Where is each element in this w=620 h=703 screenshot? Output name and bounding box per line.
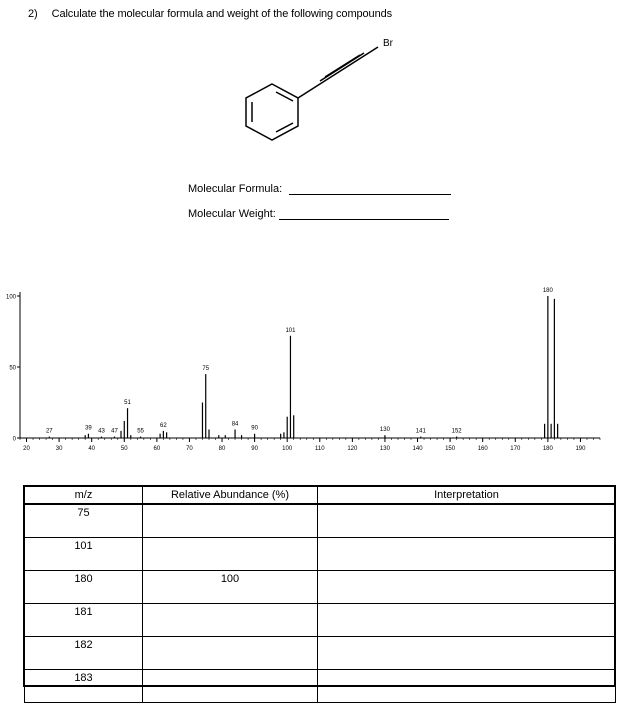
peak-label: 152 (451, 428, 462, 435)
cell-abundance[interactable] (143, 637, 318, 670)
col-header-interpretation: Interpretation (318, 487, 616, 505)
x-tick-label: 140 (412, 446, 423, 452)
peak-label: 47 (111, 428, 118, 435)
x-tick-label: 30 (55, 446, 63, 452)
peak-label: 75 (202, 366, 210, 373)
y-tick-label: 50 (9, 365, 16, 372)
x-tick-label: 80 (218, 446, 226, 452)
x-tick-label: 130 (379, 446, 390, 452)
table-row (25, 637, 616, 670)
col-header-mz: m/z (25, 487, 143, 505)
cell-abundance[interactable] (143, 504, 318, 538)
question-body: Calculate the molecular formula and weight of the following compounds (51, 8, 393, 20)
x-tick-label: 90 (251, 446, 258, 452)
peak-label: 43 (98, 428, 105, 435)
cell-abundance[interactable] (143, 604, 318, 637)
x-tick-label: 190 (575, 446, 586, 452)
y-tick-label: 0 (12, 436, 16, 443)
x-tick-label: 40 (88, 446, 96, 452)
cell-abundance[interactable] (143, 538, 318, 571)
x-tick-label: 170 (510, 446, 521, 452)
table-row (25, 504, 616, 538)
cell-interpretation[interactable] (318, 571, 616, 604)
col-header-abundance: Relative Abundance (%) (143, 487, 318, 505)
table-row (25, 571, 616, 604)
peak-label: 62 (160, 422, 167, 429)
cell-mz: 101 (25, 538, 143, 571)
x-tick-label: 60 (153, 446, 161, 452)
peak-label: 84 (231, 421, 239, 428)
table-row (25, 538, 616, 571)
table-row (25, 604, 616, 637)
peak-label: 90 (251, 425, 258, 432)
cell-interpretation[interactable] (318, 604, 616, 637)
cell-mz: 180 (25, 571, 143, 604)
peak-label: 141 (415, 428, 426, 435)
cell-interpretation[interactable] (318, 504, 616, 538)
cell-abundance[interactable] (143, 670, 318, 703)
x-tick-label: 150 (445, 446, 456, 452)
table-row (25, 670, 616, 703)
x-tick-label: 100 (282, 446, 293, 452)
y-tick-label: 100 (5, 294, 16, 301)
weight-label: Molecular Weight: (188, 208, 276, 220)
x-tick-label: 70 (186, 446, 193, 452)
x-tick-label: 180 (542, 446, 553, 452)
formula-label: Molecular Formula: (188, 183, 283, 195)
peak-label: 39 (85, 425, 92, 432)
x-tick-label: 110 (314, 446, 325, 452)
bromine-label: Br (383, 38, 393, 49)
x-tick-label: 120 (347, 446, 358, 452)
question-number: 2) (28, 8, 38, 20)
x-tick-label: 50 (120, 446, 128, 452)
cell-interpretation[interactable] (318, 670, 616, 703)
peak-label: 51 (124, 400, 131, 407)
peak-label: 130 (379, 427, 390, 434)
peak-label: 55 (137, 428, 144, 435)
cell-abundance[interactable]: 100 (143, 571, 318, 604)
x-tick-label: 160 (477, 446, 488, 452)
x-tick-label: 20 (23, 446, 30, 452)
cell-interpretation[interactable] (318, 538, 616, 571)
ms-table (24, 486, 616, 703)
cell-mz: 75 (25, 504, 143, 538)
cell-mz: 181 (25, 604, 143, 637)
peak-label: 27 (45, 428, 53, 435)
cell-mz: 182 (25, 637, 143, 670)
peak-label: 101 (285, 327, 296, 334)
cell-interpretation[interactable] (318, 637, 616, 670)
peak-label: 180 (542, 288, 553, 294)
cell-mz: 183 (25, 670, 143, 703)
